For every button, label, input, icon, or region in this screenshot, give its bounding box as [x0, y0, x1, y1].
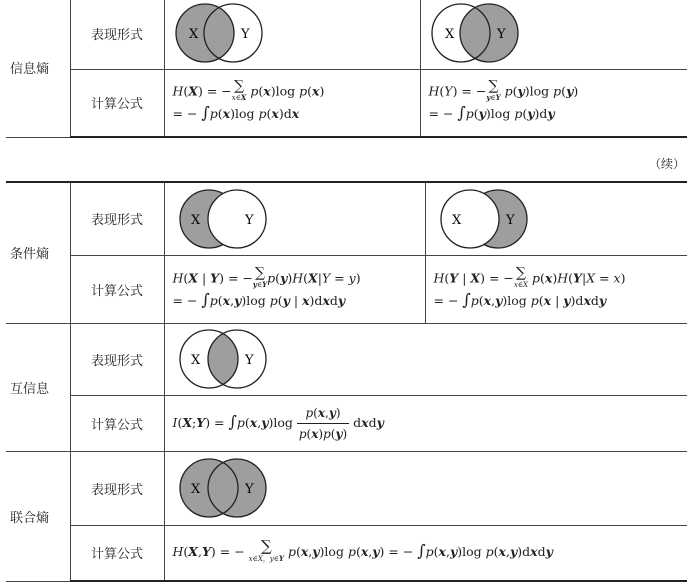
formula-mutual-info: I(X;Y) = ∫p(x,y)log $\frac{p(x,y)}{p(x)p(y)}$ dxdy: [164, 395, 687, 451]
venn-svg: [427, 3, 527, 63]
label-form: 表现形式: [70, 323, 164, 395]
venn-diagram-mutual-info: [164, 323, 687, 395]
category-info-entropy: 信息熵: [6, 0, 70, 137]
label-formula: 计算公式: [70, 395, 164, 451]
category-mutual-information: 互信息: [6, 323, 70, 451]
continued-note: （续）: [648, 157, 685, 171]
label-formula: 计算公式: [70, 69, 164, 137]
formula-hx-given-y: H(X | Y) = − ∑ y∈Yp(y)H(X|Y = y) = − ∫p(x,y)log p(y | x)dxdy: [164, 255, 425, 323]
venn-label-y: Y: [505, 212, 515, 228]
venn-label-x: X: [188, 27, 198, 43]
venn-label-x: X: [190, 212, 200, 228]
formula-hy-given-x: H(Y | X) = − ∑ x∈X p(x)H(Y|X = x) = − ∫p(x,y)log p(x | y)dxdy: [425, 255, 687, 323]
label-form: 表现形式: [70, 451, 164, 525]
label-formula: 计算公式: [70, 525, 164, 581]
entropy-table-main: [6, 181, 687, 582]
venn-diagram-hx-given-y: [164, 182, 425, 255]
entropy-table-top: [6, 0, 687, 138]
venn-circle-y: [208, 190, 266, 248]
venn-diagram-hy-given-x: [425, 182, 687, 255]
label-formula: 计算公式: [70, 255, 164, 323]
formula-joint-entropy: H(X,Y) = − ∑ x∈X，y∈Y p(x,y)log p(x,y) = − ∫p(x,y)log p(x,y)dxdy: [164, 525, 687, 581]
venn-circle-x: [176, 4, 234, 62]
venn-label-x: X: [444, 27, 454, 43]
venn-label-x: X: [190, 482, 200, 497]
venn-svg: [171, 457, 281, 519]
venn-svg: [171, 328, 281, 390]
venn-label-y: Y: [240, 27, 250, 43]
venn-circle-y: [460, 4, 518, 62]
formula-hx: H(X) = − ∑ x∈X p(x)log p(x) = − ∫p(x)log p(x)dx: [164, 69, 420, 137]
venn-diagram-joint: [164, 451, 687, 525]
label-form: 表现形式: [70, 0, 164, 69]
venn-label-x: X: [190, 353, 200, 368]
category-conditional-entropy: 条件熵: [6, 182, 70, 323]
venn-diagram-hx: [164, 0, 420, 69]
label-form: 表现形式: [70, 182, 164, 255]
venn-label-y: Y: [244, 353, 254, 368]
venn-label-y: Y: [496, 27, 506, 43]
formula-hy: H(Y) = − ∑ y∈Y p(y)log p(y) = − ∫p(y)log p(y)dy: [420, 69, 687, 137]
venn-label-y: Y: [244, 212, 254, 228]
venn-label-x: X: [451, 212, 461, 228]
venn-svg: [171, 3, 271, 63]
category-joint-entropy: 联合熵: [6, 451, 70, 581]
venn-svg: [432, 188, 542, 250]
venn-diagram-hy: [420, 0, 687, 69]
venn-svg: [171, 188, 281, 250]
venn-label-y: Y: [244, 482, 254, 497]
venn-circle-x: [441, 190, 499, 248]
